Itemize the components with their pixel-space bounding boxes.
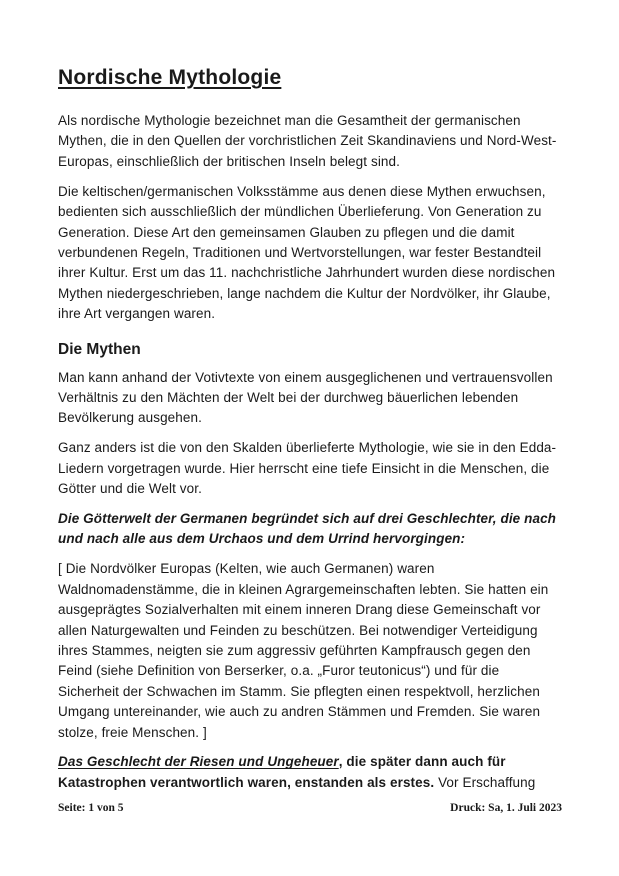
paragraph-riesen [58, 752, 562, 793]
riesen-regular-segment: Vor Erschaffung [434, 774, 536, 790]
document-content [58, 66, 562, 803]
paragraph-intro: Als nordische Mythologie bezeichnet man die Gesamtheit der germanischen Mythen, die in den Quellen der vorchristlichen Zeit Skandinaviens und Nord-West-Europas, einschließlich der britischen Inseln belegt sind. [58, 113, 557, 169]
paragraph-oral-tradition: Die keltischen/germanischen Volksstämme aus denen diese Mythen erwuchsen, bedienten sich ausschließlich der mündlichen Überlieferung. Von Generation zu Generation. Diese Art den gemeinsamen Glauben zu pflegen und die damit verbundenen Regeln, Traditionen und Wertvorstellungen, war fester Bestandteil ihrer Kultur. Erst um das 11. nachchristliche Jahrhundert wurden diese nordischen Mythen niedergeschrieben, lange nachdem die Kultur der Nordvölker, ihr Glaube, ihre Art vergangen waren. [58, 183, 556, 322]
section-heading-die-mythen: Die Mythen [58, 340, 141, 358]
document-title: Nordische Mythologie [58, 66, 282, 89]
paragraph-nordvoelker-note: [ Die Nordvölker Europas (Kelten, wie auch Germanen) waren Waldnomadenstämme, die in kleinen Agrargemeinschaften lebten. Sie hatten ein ausgeprägtes Sozialverhalten mit einem inneren Drang diese Gemeinschaft vor allen Naturgewalten und Feinden zu beschützen. Bei notwendiger Verteidigung ihres Stammes, neigten sie zum aggressiv geführten Kampfrausch gegen den Feind (siehe Definition von Berserker, o.a. „Furor teutonicus“) und für die Sicherheit der Schwachen im Stamm. Sie pflegten einen respektvoll, herzlichen Umgang untereinander, wie auch zu andren Stämmen und Fremden. Sie waren stolze, freie Menschen. ] [58, 561, 549, 740]
riesen-bold-segment: , die später dann auch für Katastrophen verantwortlich waren, enstanden als erstes. [58, 754, 506, 790]
footer-page-number: Seite: 1 von 5 [58, 802, 124, 814]
footer-print-date: Druck: Sa, 1. Juli 2023 [450, 802, 562, 814]
page-footer [58, 802, 562, 814]
paragraph-skalden: Ganz anders ist die von den Skalden überlieferte Mythologie, wie sie in den Edda-Liedern vorgetragen wurde. Hier herrscht eine tiefe Einsicht in die Menschen, die Götter und die Welt vor. [58, 440, 557, 497]
paragraph-votivtexte: Man kann anhand der Votivtexte von einem ausgeglichenen und vertrauensvollen Verhältnis zu den Mächten der Welt bei der durchweg bäuerlichen lebenden Bevölkerung ausgehen. [58, 369, 553, 426]
paragraph-goetterwelt: Die Götterwelt der Germanen begründet sich auf drei Geschlechter, die nach und nach alle aus dem Urchaos und dem Urrind hervorgingen: [58, 511, 557, 547]
riesen-title-segment: Das Geschlecht der Riesen und Ungeheuer [58, 754, 339, 770]
